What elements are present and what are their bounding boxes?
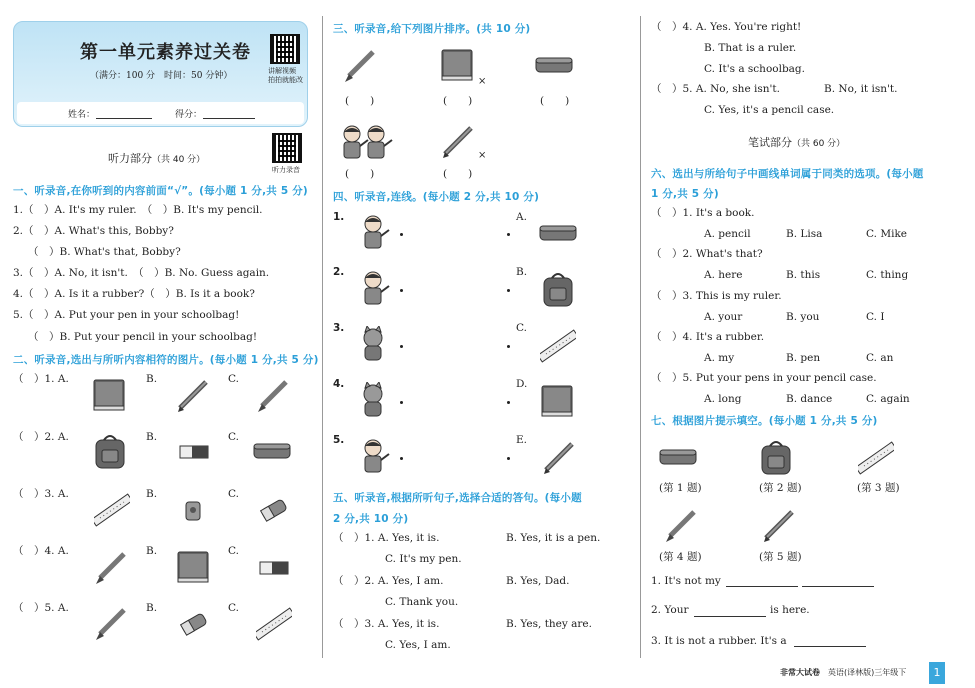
s6-q1-c: C. Mike [866, 228, 908, 240]
s5-q4[interactable]: （ ）4. A. Yes. You're right! [651, 21, 802, 33]
match-dot-left[interactable] [400, 233, 403, 236]
s4-letter-d: D. [516, 378, 528, 390]
s2-b-5: B. [146, 602, 158, 614]
pencil-icon[interactable] [441, 124, 477, 160]
book-icon [540, 382, 576, 420]
s1-row-1[interactable]: 1.（ ）A. It's my ruler. （ ）B. It's my pencil. [13, 204, 263, 216]
written-title: 笔试部分（共 60 分） [748, 136, 846, 149]
s6-q5-a: A. long [704, 393, 742, 405]
schoolbag-icon [758, 438, 794, 476]
match-dot-right[interactable] [507, 345, 510, 348]
s3-paren-5[interactable]: ( ) [443, 168, 473, 180]
s7-q1-blank[interactable] [726, 586, 798, 587]
exam-info: （满分：100 分 时间：50 分钟） [90, 71, 233, 81]
s2-b-4: B. [146, 545, 158, 557]
qr-video-label: 讲解视频 拍拍就能改 [268, 67, 303, 84]
s4-num-3: 3. [333, 322, 345, 334]
match-dot-left[interactable] [400, 401, 403, 404]
s6-q2[interactable]: （ ）2. What's that? [651, 248, 763, 260]
column-divider-2 [640, 16, 641, 658]
s6-q3-c: C. I [866, 311, 885, 323]
s2-b-1: B. [146, 373, 158, 385]
s2-row-1[interactable]: （ ）1. A. [13, 373, 69, 385]
pen-icon[interactable] [94, 606, 130, 642]
box-icon[interactable] [256, 550, 292, 586]
name-bar [17, 102, 304, 124]
s6-q5[interactable]: （ ）5. Put your pens in your pencil case. [651, 372, 877, 384]
s6-q1-b: B. Lisa [786, 228, 823, 240]
s2-row-3[interactable]: （ ）3. A. [13, 488, 69, 500]
book-icon[interactable] [176, 548, 212, 586]
s5-q2-c: C. Thank you. [385, 596, 459, 608]
s7-q3-blank[interactable] [794, 646, 866, 647]
s2-c-5: C. [228, 602, 239, 614]
s6-q3-a: A. your [704, 311, 743, 323]
cat-icon [355, 326, 391, 366]
match-dot-left[interactable] [400, 289, 403, 292]
s5-q3-b: B. Yes, they are. [506, 618, 592, 630]
schoolbag-icon[interactable] [92, 432, 128, 470]
rubber-icon[interactable] [256, 492, 292, 528]
s2-c-1: C. [228, 373, 239, 385]
s6-q3-b: B. you [786, 311, 820, 323]
book-icon[interactable] [440, 46, 476, 84]
section-4-title: 四、听录音,连线。(每小题 2 分,共 10 分) [333, 191, 540, 203]
cross-mark: × [478, 76, 487, 87]
s4-letter-e: E. [516, 434, 528, 446]
s5-q1-b: B. Yes, it is a pen. [506, 532, 601, 544]
s7-q1-blank-2[interactable] [802, 586, 874, 587]
s6-q5-c: C. again [866, 393, 910, 405]
match-dot-left[interactable] [400, 345, 403, 348]
box-icon[interactable] [176, 434, 212, 470]
s4-letter-b: B. [516, 266, 528, 278]
s7-q2-blank[interactable] [694, 616, 766, 617]
mouse-icon [355, 382, 391, 422]
ruler-icon[interactable] [94, 492, 130, 528]
s5-q5[interactable]: （ ）5. A. No, she isn't. [651, 83, 780, 95]
pen-icon[interactable] [256, 378, 292, 414]
s6-q4-c: C. an [866, 352, 894, 364]
qr-code-video[interactable] [270, 34, 300, 64]
s6-q4[interactable]: （ ）4. It's a rubber. [651, 331, 765, 343]
section-6-title: 六、选出与所给句子中画线单词属于同类的选项。(每小题 [651, 168, 924, 180]
section-5-title-cont: 2 分,共 10 分) [333, 513, 409, 525]
s1-row-2b[interactable]: （ ）B. What's that, Bobby? [28, 246, 181, 258]
s5-q2[interactable]: （ ）2. A. Yes, I am. [333, 575, 444, 587]
s7-label-1: (第 1 题) [659, 482, 702, 494]
people-icon[interactable] [334, 124, 394, 164]
pencil-case-icon [538, 216, 578, 252]
name-label: 姓名： [68, 110, 96, 120]
s1-row-3[interactable]: 3.（ ）A. No, it isn't. （ ）B. No. Guess again. [13, 267, 270, 279]
s5-q3[interactable]: （ ）3. A. Yes, it is. [333, 618, 440, 630]
s6-q1[interactable]: （ ）1. It's a book. [651, 207, 755, 219]
pencil-case-icon[interactable] [534, 48, 574, 84]
s3-paren-1[interactable]: ( ) [345, 95, 375, 107]
match-dot-right[interactable] [507, 401, 510, 404]
s1-row-5b[interactable]: （ ）B. Put your pencil in your schoolbag! [28, 331, 258, 343]
s7-label-5: (第 5 题) [759, 551, 802, 563]
s5-q5-b: B. No, it isn't. [824, 83, 898, 95]
s4-num-1: 1. [333, 211, 345, 223]
ruler-icon[interactable] [256, 606, 292, 642]
qr-audio-label: 听力录音 [272, 166, 300, 174]
s2-c-3: C. [228, 488, 239, 500]
pencil-icon [542, 440, 578, 476]
section-5-title: 五、听录音,根据所听句子,选择合适的答句。(每小题 [333, 492, 582, 504]
section-6-title-cont: 1 分,共 5 分) [651, 188, 719, 200]
s6-q4-a: A. my [704, 352, 735, 364]
s2-row-4[interactable]: （ ）4. A. [13, 545, 69, 557]
sharpener-icon[interactable] [176, 492, 212, 528]
ruler-icon [858, 440, 894, 476]
s7-q1: 1. It's not my [651, 575, 721, 587]
pen-icon[interactable] [94, 550, 130, 586]
s7-q2: 2. Your [651, 604, 689, 616]
score-label: 得分： [175, 110, 203, 120]
s7-q2-end: is here. [770, 604, 810, 616]
s5-q4-b: B. That is a ruler. [704, 42, 797, 54]
pencil-icon [762, 508, 798, 544]
pencil-case-icon[interactable] [252, 434, 292, 470]
boy-icon [355, 214, 391, 254]
section-1-title: 一、听录音,在你听到的内容前面“√”。(每小题 1 分,共 5 分) [13, 185, 308, 197]
s5-q3-c: C. Yes, I am. [385, 639, 451, 651]
column-divider-1 [322, 16, 323, 658]
section-7-title: 七、根据图片提示填空。(每小题 1 分,共 5 分) [651, 415, 878, 427]
s6-q3[interactable]: （ ）3. This is my ruler. [651, 290, 782, 302]
section-3-title: 三、听录音,给下列图片排序。(共 10 分) [333, 23, 531, 35]
page-number: 1 [929, 662, 945, 684]
s2-b-3: B. [146, 488, 158, 500]
s2-c-4: C. [228, 545, 239, 557]
s5-q5-c: C. Yes, it's a pencil case. [704, 104, 835, 116]
page-title: 第一单元素养过关卷 [80, 42, 251, 63]
s6-q2-c: C. thing [866, 269, 909, 281]
s6-q2-a: A. here [704, 269, 743, 281]
s5-q1-c: C. It's my pen. [385, 553, 462, 565]
rubber-icon[interactable] [176, 606, 212, 642]
s7-label-2: (第 2 题) [759, 482, 802, 494]
section-2-title: 二、听录音,选出与所听内容相符的图片。(每小题 1 分,共 5 分) [13, 354, 319, 366]
s5-q1[interactable]: （ ）1. A. Yes, it is. [333, 532, 440, 544]
schoolbag-icon [540, 270, 576, 308]
s4-letter-a: A. [516, 211, 527, 223]
s3-paren-3[interactable]: ( ) [540, 95, 570, 107]
s5-q2-b: B. Yes, Dad. [506, 575, 570, 587]
footer-brand: 非常大试卷 英语(译林版)三年级下 [780, 668, 907, 677]
book-icon[interactable] [92, 376, 128, 414]
qr-code-audio[interactable] [272, 133, 302, 163]
s5-q4-c: C. It's a schoolbag. [704, 63, 805, 75]
man-icon [355, 438, 391, 478]
s6-q4-b: B. pen [786, 352, 821, 364]
s4-num-2: 2. [333, 266, 345, 278]
s7-q3: 3. It is not a rubber. It's a [651, 635, 787, 647]
s7-label-3: (第 3 题) [857, 482, 900, 494]
s6-q1-a: A. pencil [704, 228, 751, 240]
pencil-case-icon [658, 440, 698, 476]
pen-icon[interactable] [343, 48, 379, 84]
s4-num-5: 5. [333, 434, 345, 446]
pencil-icon[interactable] [176, 378, 212, 414]
s1-row-2[interactable]: 2.（ ）A. What's this, Bobby? [13, 225, 174, 237]
s4-letter-c: C. [516, 322, 527, 334]
match-dot-right[interactable] [507, 233, 510, 236]
listening-title: 听力部分（共 40 分） [108, 152, 206, 165]
s1-row-4[interactable]: 4.（ ）A. Is it a rubber?（ ）B. Is it a book? [13, 288, 255, 300]
score-field[interactable] [203, 118, 255, 119]
girl-icon [355, 270, 391, 310]
ruler-icon [540, 328, 576, 364]
match-dot-right[interactable] [507, 457, 510, 460]
s2-row-5[interactable]: （ ）5. A. [13, 602, 69, 614]
s2-row-2[interactable]: （ ）2. A. [13, 431, 69, 443]
s4-num-4: 4. [333, 378, 345, 390]
s3-paren-4[interactable]: ( ) [345, 168, 375, 180]
cross-mark: × [478, 150, 487, 161]
s2-b-2: B. [146, 431, 158, 443]
s2-c-2: C. [228, 431, 239, 443]
pen-icon [664, 508, 700, 544]
s7-label-4: (第 4 题) [659, 551, 702, 563]
match-dot-left[interactable] [400, 457, 403, 460]
name-field[interactable] [96, 118, 152, 119]
match-dot-right[interactable] [507, 289, 510, 292]
s6-q5-b: B. dance [786, 393, 833, 405]
s3-paren-2[interactable]: ( ) [443, 95, 473, 107]
s6-q2-b: B. this [786, 269, 821, 281]
s1-row-5[interactable]: 5.（ ）A. Put your pen in your schoolbag! [13, 309, 240, 321]
